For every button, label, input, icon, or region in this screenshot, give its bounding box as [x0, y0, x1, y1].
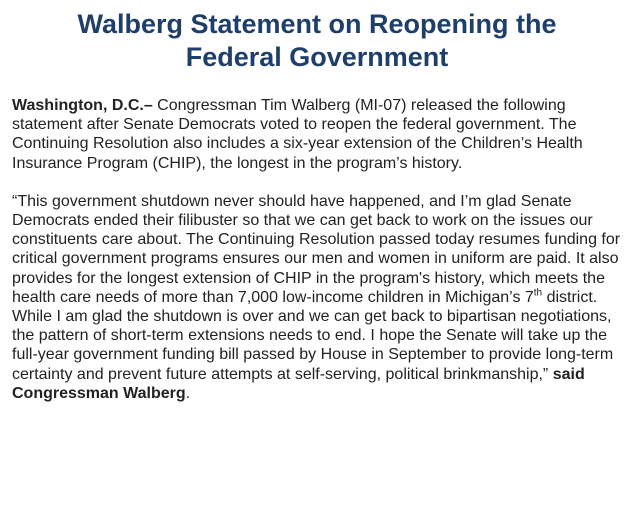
- closing-period: .: [185, 384, 191, 402]
- intro-text: Congressman Tim Walberg (MI-07) released the following statement after Senate Democrats voted to reopen the federal government. The Continuing Resolution also includes a six-year extension of the Children’s Health Insurance Program (CHIP), the longest in the program’s history.: [12, 97, 583, 172]
- intro-paragraph: [12, 96, 622, 173]
- quote-paragraph: [12, 192, 622, 403]
- page-title: [12, 8, 622, 74]
- quote-text-part1: “This government shutdown never should have happened, and I’m glad Senate Democrats ended their filibuster so that we can get back to work on the issues our constituents care about. The Continuing Resolution passed today resumes funding for critical government programs ensures our men and women in uniform are paid. It also provides for the longest extension of CHIP in the program's history, which meets the health care needs of more than 7,000 low-income children in Michigan’s 7: [12, 192, 621, 306]
- ordinal-suffix: th: [533, 287, 543, 299]
- dateline: Washington, D.C.–: [12, 97, 153, 114]
- quote-text-part2: district. While I am glad the shutdown is over and we can get back to bipartisan negotiations, the pattern of short-term extensions needs to end. I hope the Senate will take up the full-year government funding bill passed by House in September to provide long-term certainty and prevent future attempts at self-serving, political brinkmanship,”: [12, 288, 614, 383]
- attribution: said Congressman Walberg: [12, 365, 585, 402]
- title-line-1: Walberg Statement on Reopening the: [77, 9, 557, 39]
- title-line-2: Federal Government: [185, 42, 449, 72]
